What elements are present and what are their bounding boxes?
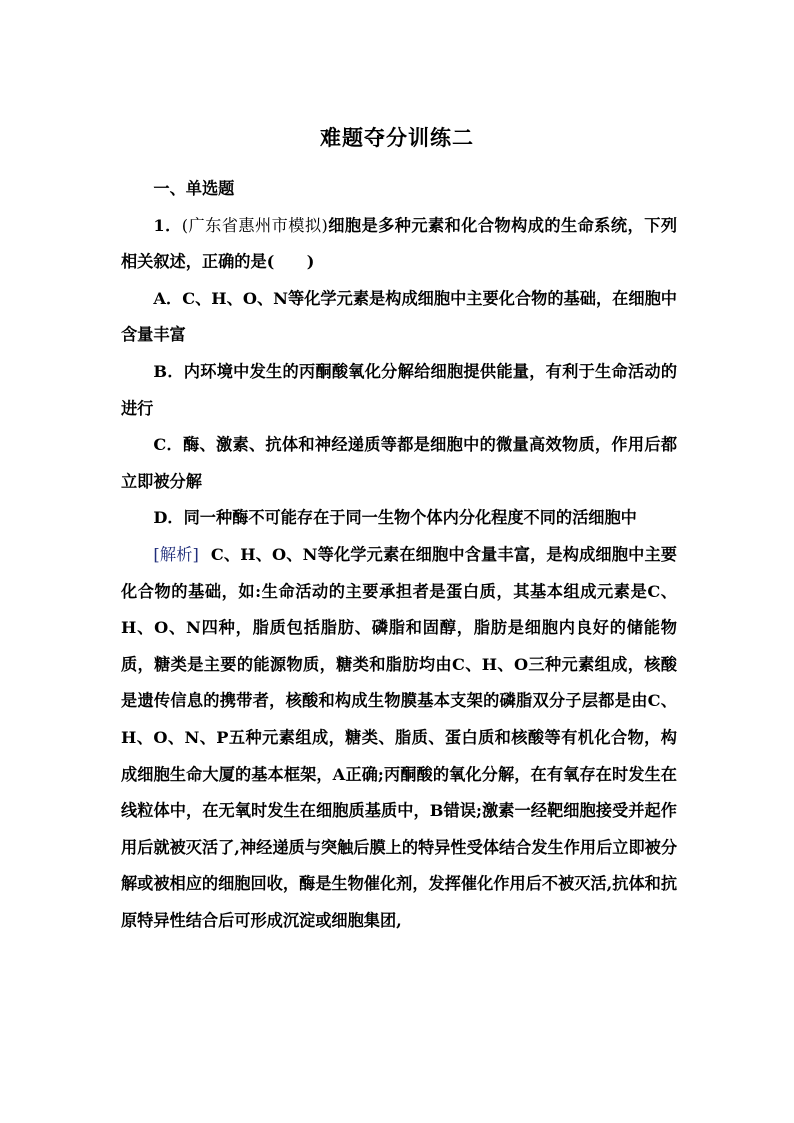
option-a	[121, 281, 677, 354]
question-stem	[121, 208, 677, 281]
document-body	[121, 171, 677, 939]
analysis-paragraph	[121, 537, 677, 940]
question-number: 1．	[153, 215, 182, 235]
option-b-label: B．	[153, 361, 184, 381]
option-d-label: D．	[153, 508, 184, 528]
question-text: 细胞是多种元素和化合物构成的生命系统，下列相关叙述，正确的是( )	[121, 215, 678, 272]
option-b-text: 内环境中发生的丙酮酸氧化分解给细胞提供能量，有利于生命活动的进行	[121, 361, 678, 418]
option-b	[121, 354, 677, 427]
option-d	[121, 500, 677, 537]
option-a-text: C、H、O、N等化学元素是构成细胞中主要化合物的基础，在细胞中含量丰富	[121, 288, 677, 345]
analysis-text: C、H、O、N等化学元素在细胞中含量丰富，是构成细胞中主要化合物的基础，如:生命活动的主要承担者是蛋白质，其基本组成元素是C、H、O、N四种，脂质包括脂肪、磷脂和固醇，脂肪是细胞内良好的储能物质，糖类是主要的能源物质，糖类和脂肪均由C、H、O三种元素组成，核酸是遗传信息的携带者，核酸和构成生物膜基本支架的磷脂双分子层都是由C、H、O、N、P五种元素组成，糖类、脂质、蛋白质和核酸等有机化合物，构成细胞生命大厦的基本框架，A正确;丙酮酸的氧化分解，在有氧存在时发生在线粒体中，在无氧时发生在细胞质基质中，B错误;激素一经靶细胞接受并起作用后就被灭活了,神经递质与突触后膜上的特异性受体结合发生作用后立即被分解或被相应的细胞回收，酶是生物催化剂，发挥催化作用后不被灭活,抗体和抗原特异性结合后可形成沉淀或细胞集团,	[121, 544, 678, 930]
option-c-text: 酶、激素、抗体和神经递质等都是细胞中的微量高效物质，作用后都立即被分解	[121, 435, 678, 491]
section-heading: 一、单选题	[153, 179, 235, 198]
option-d-text: 同一种酶不可能存在于同一生物个体内分化程度不同的活细胞中	[183, 508, 637, 528]
option-c	[121, 427, 677, 500]
question-source: (广东省惠州市模拟)	[181, 215, 328, 235]
option-a-label: A．	[153, 288, 183, 308]
analysis-tag: [解析]	[153, 544, 199, 564]
option-c-label: C．	[153, 435, 184, 455]
page-title: 难题夺分训练二	[320, 125, 474, 150]
